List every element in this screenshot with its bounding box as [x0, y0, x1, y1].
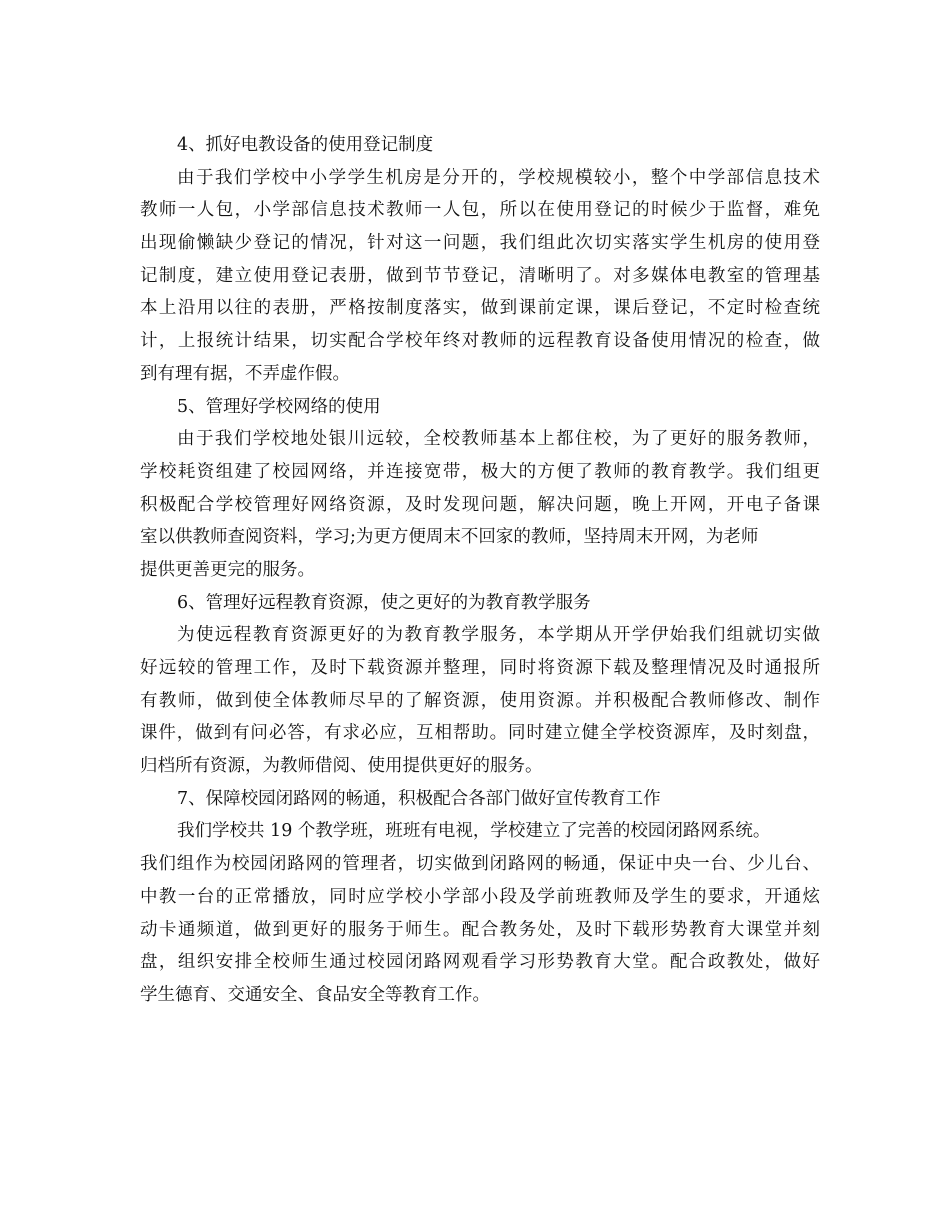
paragraph-line: 有教师，做到使全体教师尽早的了解资源，使用资源。并积极配合教师修改、制作	[140, 690, 820, 711]
paragraph-line: 积极配合学校管理好网络资源，及时发现问题，解决问题，晚上开网，开电子备课	[140, 494, 820, 515]
paragraph-line: 课件，做到有问必答，有求必应，互相帮助。同时建立健全学校资源库，及时刻盘，	[140, 723, 820, 744]
paragraph-line: 动卡通频道，做到更好的服务于师生。配合教务处，及时下载形势教育大课堂并刻	[140, 919, 820, 940]
paragraph-line: 归档所有资源，为教师借阅、使用提供更好的服务。	[140, 756, 543, 777]
paragraph-line: 由于我们学校地处银川远较，全校教师基本上都住校，为了更好的服务教师，	[177, 429, 820, 450]
paragraph-line: 计，上报统计结果，切实配合学校年终对教师的远程教育设备使用情况的检查，做	[140, 331, 820, 352]
paragraph-line: 本上沿用以往的表册，严格按制度落实，做到课前定课，课后登记，不定时检查统	[140, 298, 820, 319]
heading-6: 6、管理好远程教育资源，使之更好的为教育教学服务	[177, 592, 591, 613]
paragraph-line: 室以供教师查阅资料，学习;为更方便周末不回家的教师，坚持周末开网，为老师	[140, 527, 759, 548]
paragraph-line: 提供更善更完的服务。	[140, 559, 315, 580]
paragraph-line: 学生德育、交通安全、食品安全等教育工作。	[140, 984, 490, 1005]
paragraph-line: 由于我们学校中小学学生机房是分开的，学校规模较小，整个中学部信息技术	[177, 167, 820, 188]
paragraph-line: 出现偷懒缺少登记的情况，针对这一问题，我们组此次切实落实学生机房的使用登	[140, 233, 820, 254]
paragraph-line: 中教一台的正常播放，同时应学校小学部小段及学前班教师及学生的要求，开通炫	[140, 886, 820, 907]
paragraph-line: 教师一人包，小学部信息技术教师一人包，所以在使用登记的时候少于监督，难免	[140, 200, 820, 221]
paragraph-line: 盘，组织安排全校师生通过校园闭路网观看学习形势教育大堂。配合政教处，做好	[140, 952, 820, 973]
paragraph-line: 记制度，建立使用登记表册，做到节节登记，清晰明了。对多媒体电教室的管理基	[140, 265, 820, 286]
paragraph-line: 为使远程教育资源更好的为教育教学服务，本学期从开学伊始我们组就切实做	[177, 625, 820, 646]
heading-5: 5、管理好学校网络的使用	[177, 396, 381, 417]
paragraph-line: 我们学校共 19 个教学班，班班有电视，学校建立了完善的校园闭路网系统。	[177, 821, 771, 842]
heading-7: 7、保障校园闭路网的畅通，积极配合各部门做好宣传教育工作	[177, 788, 661, 809]
paragraph-line: 到有理有据，不弄虚作假。	[140, 363, 350, 384]
document-page	[140, 129, 820, 1012]
paragraph-line: 学校耗资组建了校园网络，并连接宽带，极大的方便了教师的教育教学。我们组更	[140, 461, 820, 482]
paragraph-line: 好远较的管理工作，及时下载资源并整理，同时将资源下载及整理情况及时通报所	[140, 658, 820, 678]
paragraph-line: 我们组作为校园闭路网的管理者，切实做到闭路网的畅通，保证中央一台、少儿台、	[140, 854, 820, 875]
heading-4: 4、抓好电教设备的使用登记制度	[177, 135, 434, 155]
